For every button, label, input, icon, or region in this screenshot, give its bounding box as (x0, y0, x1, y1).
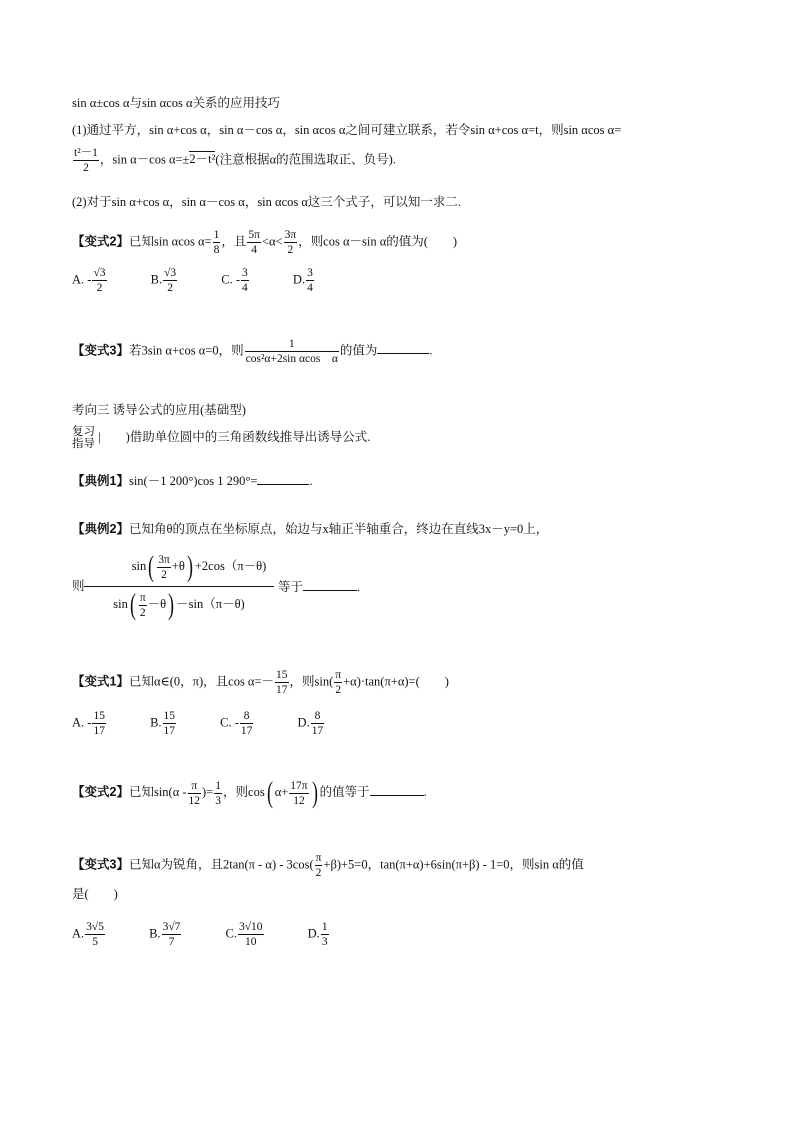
variant1-options (72, 709, 365, 738)
tip-paragraph-1: (1)通过平方，sin α+cos α，sin α－cos α，sin αcos α之间可建立联系，若令sin α+cos α=t，则sin αcos α= (72, 123, 622, 137)
option-c[interactable]: C. - $\frac{8}{17}$ (220, 710, 253, 737)
variant2-question: 【变式2】已知sin αcos α= $\frac{1}{8}$ ，且 $\frac{5\pi}{4}$ <α< $\frac{3\pi}{2}$ ，则cos α－sin α的值为( ) (72, 229, 458, 256)
tip-paragraph-2: (2)对于sin α+cos α，sin α－cos α，sin αcos α这三个式子，可以知一求二. (72, 195, 462, 209)
option-c[interactable]: C. - $\frac{3}{4}$ (221, 267, 248, 294)
variant1-question: 【变式1】已知α∈(0，π)，且cos α=－ $\frac{15}{17}$ ，则sin( $\frac{\pi}{2}$ +α)·tan(π+α)=( ) (72, 669, 449, 696)
answer-blank[interactable] (303, 578, 357, 591)
variant3b-question: 【变式3】已知α为锐角，且2tan(π - α) - 3cos( $\frac{\pi}{2}$ +β)+5=0，tan(π+α)+6sin(π+β) - 1=0，则sin α的值 (72, 852, 584, 879)
variant3-question: 【变式3】若3sin α+cos α=0，则 $\frac{1}{\text{cos²α+2sin αcos α}}$ 的值为 . (72, 338, 433, 365)
option-d[interactable]: D. $\frac{1}{3}$ (307, 921, 328, 948)
option-a[interactable]: A. $\frac{3√5}{5}$ (72, 921, 104, 948)
section-title: 考向三 诱导公式的应用(基础型) (72, 403, 246, 417)
review-label: 复习 指导 (72, 426, 95, 450)
variant3b-question-cont: 是( ) (72, 887, 118, 901)
option-b[interactable]: B. $\frac{√3}{2}$ (150, 267, 177, 294)
option-a[interactable]: A. - $\frac{√3}{2}$ (72, 267, 106, 294)
variant2-options (72, 266, 355, 295)
option-d[interactable]: D. $\frac{3}{4}$ (292, 267, 313, 294)
answer-blank[interactable] (257, 472, 309, 485)
example1-question: 【典例1】sin(－1 200°)cos 1 290°= . (72, 474, 313, 488)
option-b[interactable]: B. $\frac{3√7}{7}$ (149, 921, 181, 948)
sqrt-expression: 2－t² (189, 152, 216, 167)
option-c[interactable]: C. $\frac{3√10}{10}$ (225, 921, 263, 948)
review-guide: 复习 指导 | )借助单位圆中的三角函数线推导出诱导公式. (72, 426, 371, 450)
variant2b-question: 【变式2】已知sin(α - $\frac{\pi}{12}$ )= $\frac{1}{3}$ ，则cos( α+ $\frac{17\pi}{12}$ ) 的值等于 . (72, 776, 427, 809)
example2-question: 【典例2】已知角θ的顶点在坐标原点，始边与x轴正半轴重合，终边在直线3x－y=0上， (72, 522, 549, 536)
answer-blank[interactable] (370, 783, 424, 796)
variant3b-options (72, 920, 370, 949)
option-a[interactable]: A. - $\frac{15}{17}$ (72, 710, 105, 737)
tip-title: sin α±cos α与sin αcos α关系的应用技巧 (72, 96, 281, 110)
option-b[interactable]: B. $\frac{15}{17}$ (150, 710, 176, 737)
answer-blank[interactable] (377, 341, 429, 354)
expression-numerator: sin( $\frac{3\pi}{2}$ +θ) +2cos（π－θ) (131, 550, 267, 583)
option-d[interactable]: D. $\frac{8}{17}$ (297, 710, 324, 737)
t-fraction: $\frac{\text{t²－1}}{2}$ (74, 147, 98, 174)
expression-denominator: sin( $\frac{\pi}{2}$ －θ) －sin（π－θ) (113, 588, 245, 621)
tip-paragraph-1-cont: $\frac{\text{t²－1}}{2}$ ，sin α－cos α=±2－t²(注意根据α的范围选取正、负号). (74, 147, 396, 174)
